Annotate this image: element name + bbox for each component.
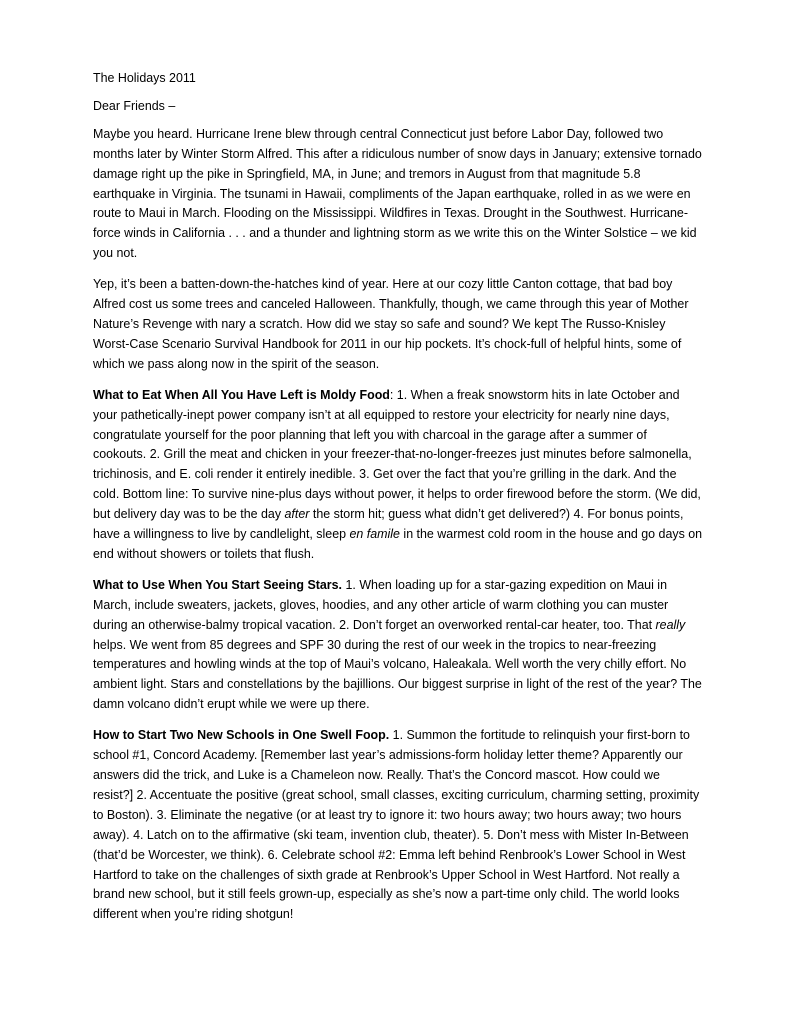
food-text-3: in the warmest cold room in the house and go days on end without showers or toilets that flush. [93, 527, 703, 561]
stars-heading: What to Use When You Start Seeing Stars. [93, 577, 343, 592]
salutation: Dear Friends – [93, 98, 176, 113]
stars-text-2: helps. We went from 85 degrees and SPF 30 during the rest of our week in the tropics to near-freezing temperatures and howling winds at the top of Maui’s volcano, Haleakala. Well worth the very chilly effort. No ambient light. Stars and constellations by the bajillions. Our biggest surprise in light of the rest of the year? The damn volcano didn’t erupt while we were up there. [93, 637, 702, 712]
letter-page [93, 69, 703, 936]
schools-text-1: 1. Summon the fortitude to relinquish your first-born to school #1, Concord Academy. [Remember last year’s admissions-form holiday letter theme? Apparently our answers did the trick, and Luke is a Chameleon now. Really. That’s the Concord mascot. How could we resist?] 2. Accentuate the positive (great school, small classes, exciting curriculum, charming setting, proximity to Boston). 3. Eliminate the negative (or at least try to ignore it: two hours away; two hours away; two hours away). 4. Latch on to the affirmative (ski team, invention club, theater). 5. Don’t mess with Mister In-Between (that’d be Worcester, we think). 6. Celebrate school #2: Emma left behind Renbrook’s Lower School in West Hartford to take on the challenges of sixth grade at Renbrook’s Upper School in West Hartford. Not really a brand new school, but it still feels grown-up, especially as she’s now a part-time only child. The world looks different when you’re riding shotgun! [93, 728, 700, 922]
schools-heading: How to Start Two New Schools in One Swell Foop. [93, 728, 390, 743]
schools-paragraph [93, 726, 703, 925]
food-paragraph [93, 386, 703, 565]
food-text-2: the storm hit; guess what didn’t get delivered?) 4. For bonus points, have a willingness to live by candlelight, sleep [93, 507, 684, 542]
date-line: The Holidays 2011 [93, 71, 196, 85]
food-heading: What to Eat When All You Have Left is Moldy Food [93, 387, 390, 402]
stars-paragraph [93, 576, 703, 715]
stars-italic-1: really [655, 617, 686, 632]
stars-text-1: 1. When loading up for a star-gazing expedition on Maui in March, include sweaters, jackets, gloves, hoodies, and any other article of warm clothing you can muster during an otherwise-balmy tropical vacation. 2. Don’t forget an overworked rental-car heater, too. That [93, 577, 669, 632]
intro-paragraph: Maybe you heard. Hurricane Irene blew through central Connecticut just before Labor Day, followed two months later by Winter Storm Alfred. This after a ridiculous number of snow days in January; extensive tornado damage right up the pike in Springfield, MA, in June; and tremors in August from that magnitude 5.8 earthquake in Virginia. The tsunami in Hawaii, compliments of the Japan earthquake, rolled in as we were en route to Maui in March. Flooding on the Mississippi. Wildfires in Texas. Drought in the Southwest. Hurricane-force winds in California . . . and a thunder and lightning storm as we write this on the Winter Solstice – we kid you not. [93, 126, 702, 261]
second-paragraph: Yep, it’s been a batten-down-the-hatches kind of year. Here at our cozy little Canton cottage, that bad boy Alfred cost us some trees and canceled Halloween. Thankfully, though, we came through this year of Mother Nature’s Revenge with nary a scratch. How did we stay so safe and sound? We kept The Russo-Knisley Worst-Case Scenario Survival Handbook for 2011 in our hip pockets. It’s chock-full of helpful hints, some of which we pass along now in the spirit of the season. [93, 277, 689, 371]
food-italic-2: en famile [349, 527, 400, 542]
food-italic-1: after [284, 507, 310, 522]
food-text-1: : 1. When a freak snowstorm hits in late October and your pathetically-inept power company isn’t at all equipped to restore your electricity for nearly nine days, congratulate yourself for the poor planning that left you with charcoal in the garage after a summer of cookouts. 2. Grill the meat and chicken in your freezer-that-no-longer-freezes just minutes before salmonella, trichinosis, and E. coli render it entirely inedible. 3. Get over the fact that you’re grilling in the dark. And the cold. Bottom line: To survive nine-plus days without power, it helps to order firewood before the storm. (We did, but delivery day was to be the day [93, 387, 701, 522]
